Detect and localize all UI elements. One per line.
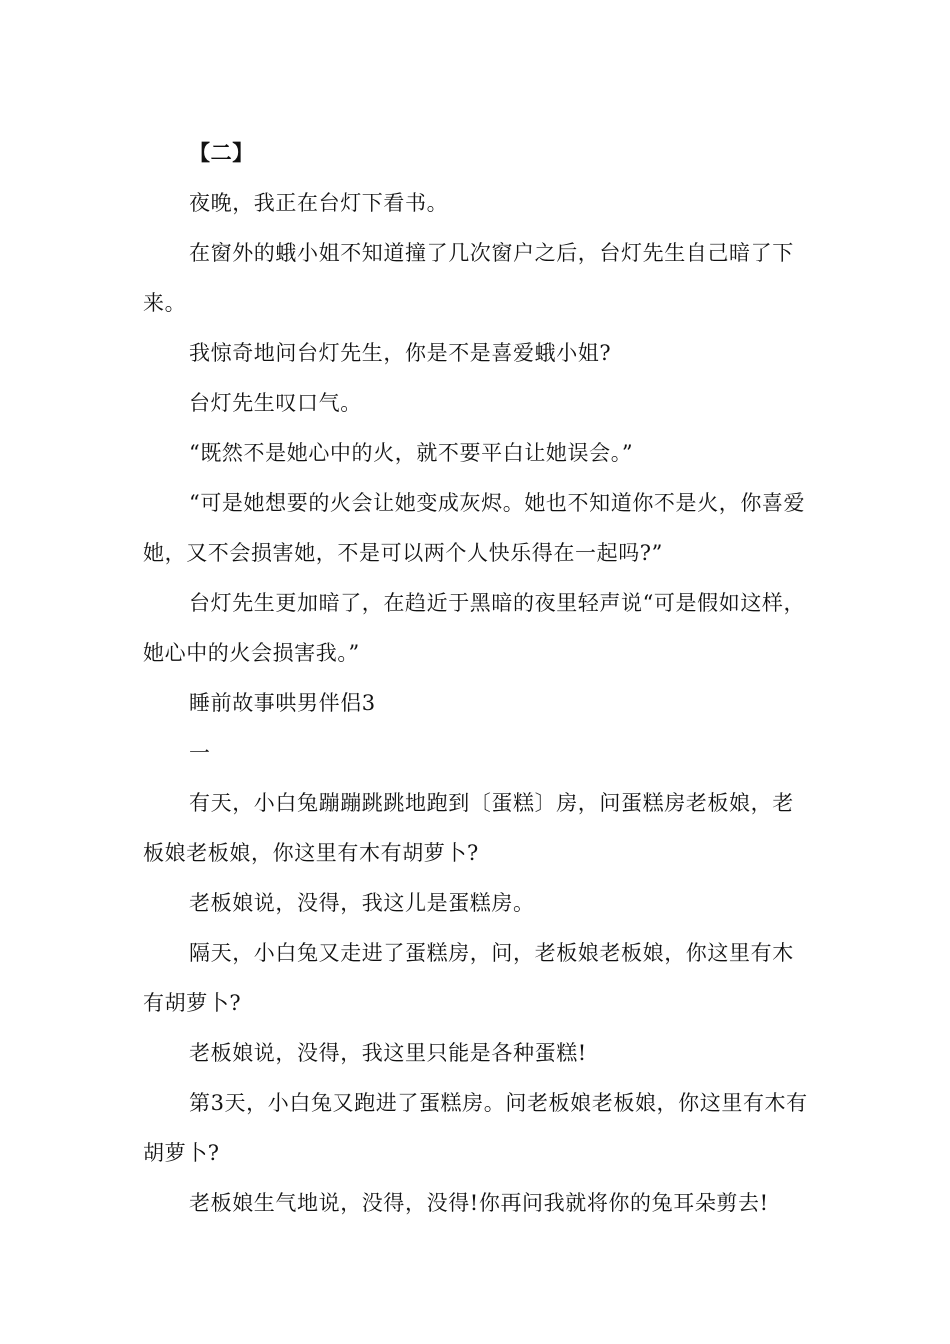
story-title: 睡前故事哄男伴侣3 xyxy=(189,691,376,715)
section-heading: 【二】 xyxy=(189,140,254,165)
paragraph: 老板娘生气地说，没得，没得!你再问我就将你的兔耳朵剪去! xyxy=(189,1191,769,1215)
paragraph: 有天，小白兔蹦蹦跳跳地跑到〔蛋糕〕房，问蛋糕房老板娘，老板娘老板娘，你这里有木有胡萝卜? xyxy=(143,791,794,865)
paragraph: 老板娘说，没得，我这里只能是各种蛋糕! xyxy=(189,1041,587,1065)
paragraph: “可是她想要的火会让她变成灰烬。她也不知道你不是火，你喜爱她，又不会损害她，不是可以两个人快乐得在一起吗?” xyxy=(143,491,806,565)
document-body xyxy=(143,128,811,1228)
paragraph: 在窗外的蛾小姐不知道撞了几次窗户之后，台灯先生自己暗了下来。 xyxy=(143,241,794,315)
paragraph: 隔天，小白兔又走进了蛋糕房，问，老板娘老板娘，你这里有木有胡萝卜? xyxy=(143,941,794,1015)
paragraph: 第3天，小白兔又跑进了蛋糕房。问老板娘老板娘，你这里有木有胡萝卜? xyxy=(143,1091,808,1165)
paragraph: 夜晚，我正在台灯下看书。 xyxy=(189,191,449,215)
paragraph: 老板娘说，没得，我这儿是蛋糕房。 xyxy=(189,891,535,915)
paragraph: 我惊奇地问台灯先生，你是不是喜爱蛾小姐? xyxy=(189,341,612,365)
chapter-number: 一 xyxy=(189,741,211,765)
paragraph: “既然不是她心中的火，就不要平白让她误会。” xyxy=(189,441,634,465)
paragraph: 台灯先生叹口气。 xyxy=(189,391,362,415)
paragraph: 台灯先生更加暗了，在趋近于黑暗的夜里轻声说“可是假如这样，她心中的火会损害我。” xyxy=(143,591,806,665)
